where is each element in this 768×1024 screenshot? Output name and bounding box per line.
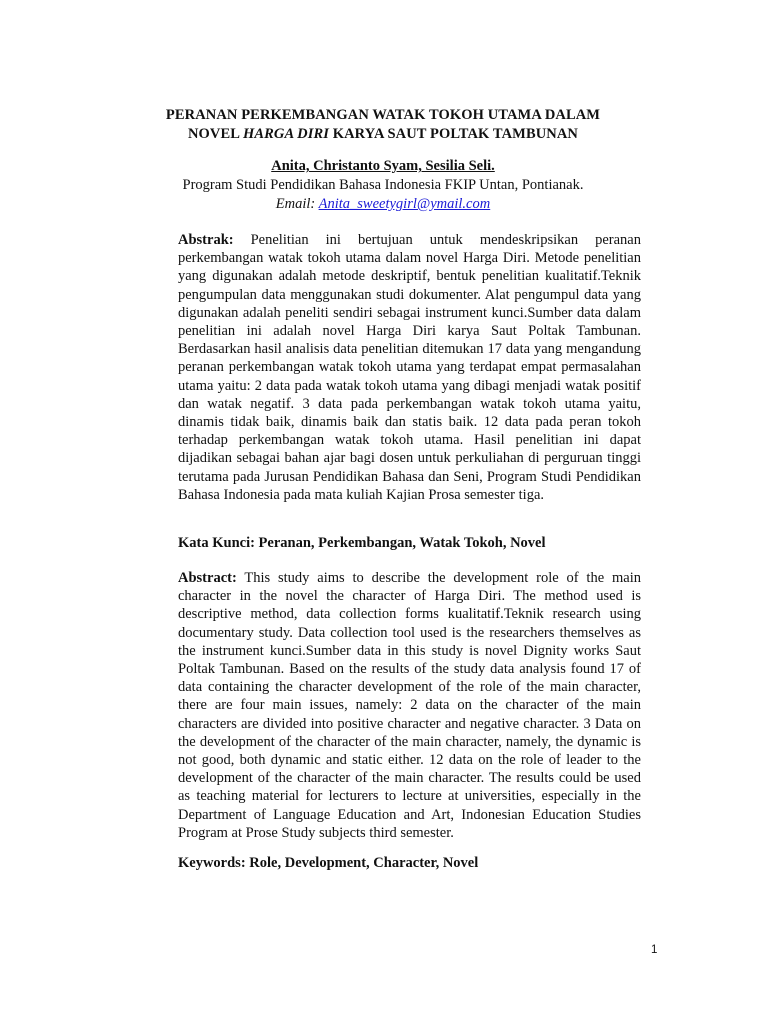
email-link[interactable]: Anita_sweetygirl@ymail.com — [318, 196, 491, 212]
abstract-paragraph — [178, 569, 641, 842]
title-novel-name: HARGA DIRI — [242, 126, 329, 142]
abstrak-text: Penelitian ini bertujuan untuk mendeskripsikan peranan perkembangan watak tokoh utama dalam novel Harga Diri. Metode penelitian yang digunakan adalah metode deskriptif, bentuk penelitian kualitatif.Teknik pengumpulan data menggunakan studi dokumenter. Alat pengumpul data yang digunakan adalah peneliti sendiri sebagai instrument kunci.Sumber data dalam penelitian ini adalah novel Harga Diri karya Saut Poltak Tambunan. Berdasarkan hasil analisis data penelitian ditemukan 17 data yang mengandung peranan perkembangan watak tokoh utama yang terdapat empat permasalahan utama yaitu: 2 data pada watak tokoh utama yang dibagi menjadi watak positif dan watak negatif. 3 data pada perkembangan watak tokoh utama yaitu, dinamis tidak baik, dinamis baik dan statis baik. 12 data pada peran tokoh terhadap perkembangan watak tokoh utama. Hasil penelitian ini dapat dijadikan sebagai bahan ajar bagi dosen untuk perkuliahan di perguruan tinggi terutama pada Jurusan Pendidikan Bahasa dan Seni, Program Studi Pendidikan Bahasa Indonesia pada mata kuliah Kajian Prosa semester tiga. — [178, 232, 641, 503]
abstract-label: Abstract: — [178, 570, 237, 586]
abstrak-label: Abstrak: — [178, 232, 234, 248]
abstrak-paragraph — [178, 231, 641, 504]
title-line-2-prefix: NOVEL — [187, 126, 243, 142]
affiliation: Program Studi Pendidikan Bahasa Indonesia FKIP Untan, Pontianak. — [182, 177, 584, 193]
page-number: 1 — [651, 944, 658, 956]
kata-kunci: Kata Kunci: Peranan, Perkembangan, Watak Tokoh, Novel — [178, 535, 546, 551]
abstract-text: This study aims to describe the development role of the main character in the novel the character of Harga Diri. The method used is descriptive method, data collection forms kualitatif.Teknik research using documentary study. Data collection tool used is the researchers themselves as the instrument kunci.Sumber data in this study is novel Dignity works Saut Poltak Tambunan. Based on the results of the study data analysis found 17 of data containing the character development of the role of the main character, there are four main issues, namely: 2 data on the character of the main characters are divided into positive character and negative character. 3 Data on the development of the character of the main character, namely, the dynamic is not good, both dynamic and static either. 12 data on the role of leader to the development of the character of the main character. The results could be used as teaching material for lecturers to lecture at universities, especially in the Department of Language Education and Art, Indonesian Education Studies Program at Prose Study subjects third semester. — [178, 570, 641, 841]
email-line — [150, 195, 616, 213]
title-line-1: PERANAN PERKEMBANGAN WATAK TOKOH UTAMA DALAM — [165, 107, 601, 123]
title-line-2-suffix: KARYA SAUT POLTAK TAMBUNAN — [329, 126, 579, 142]
email-label: Email: — [275, 196, 319, 212]
author-list: Anita, Christanto Syam, Sesilia Seli. — [271, 158, 495, 174]
paper-title — [150, 106, 616, 144]
title-line-2 — [150, 125, 616, 144]
keywords: Keywords: Role, Development, Character, Novel — [178, 855, 479, 871]
